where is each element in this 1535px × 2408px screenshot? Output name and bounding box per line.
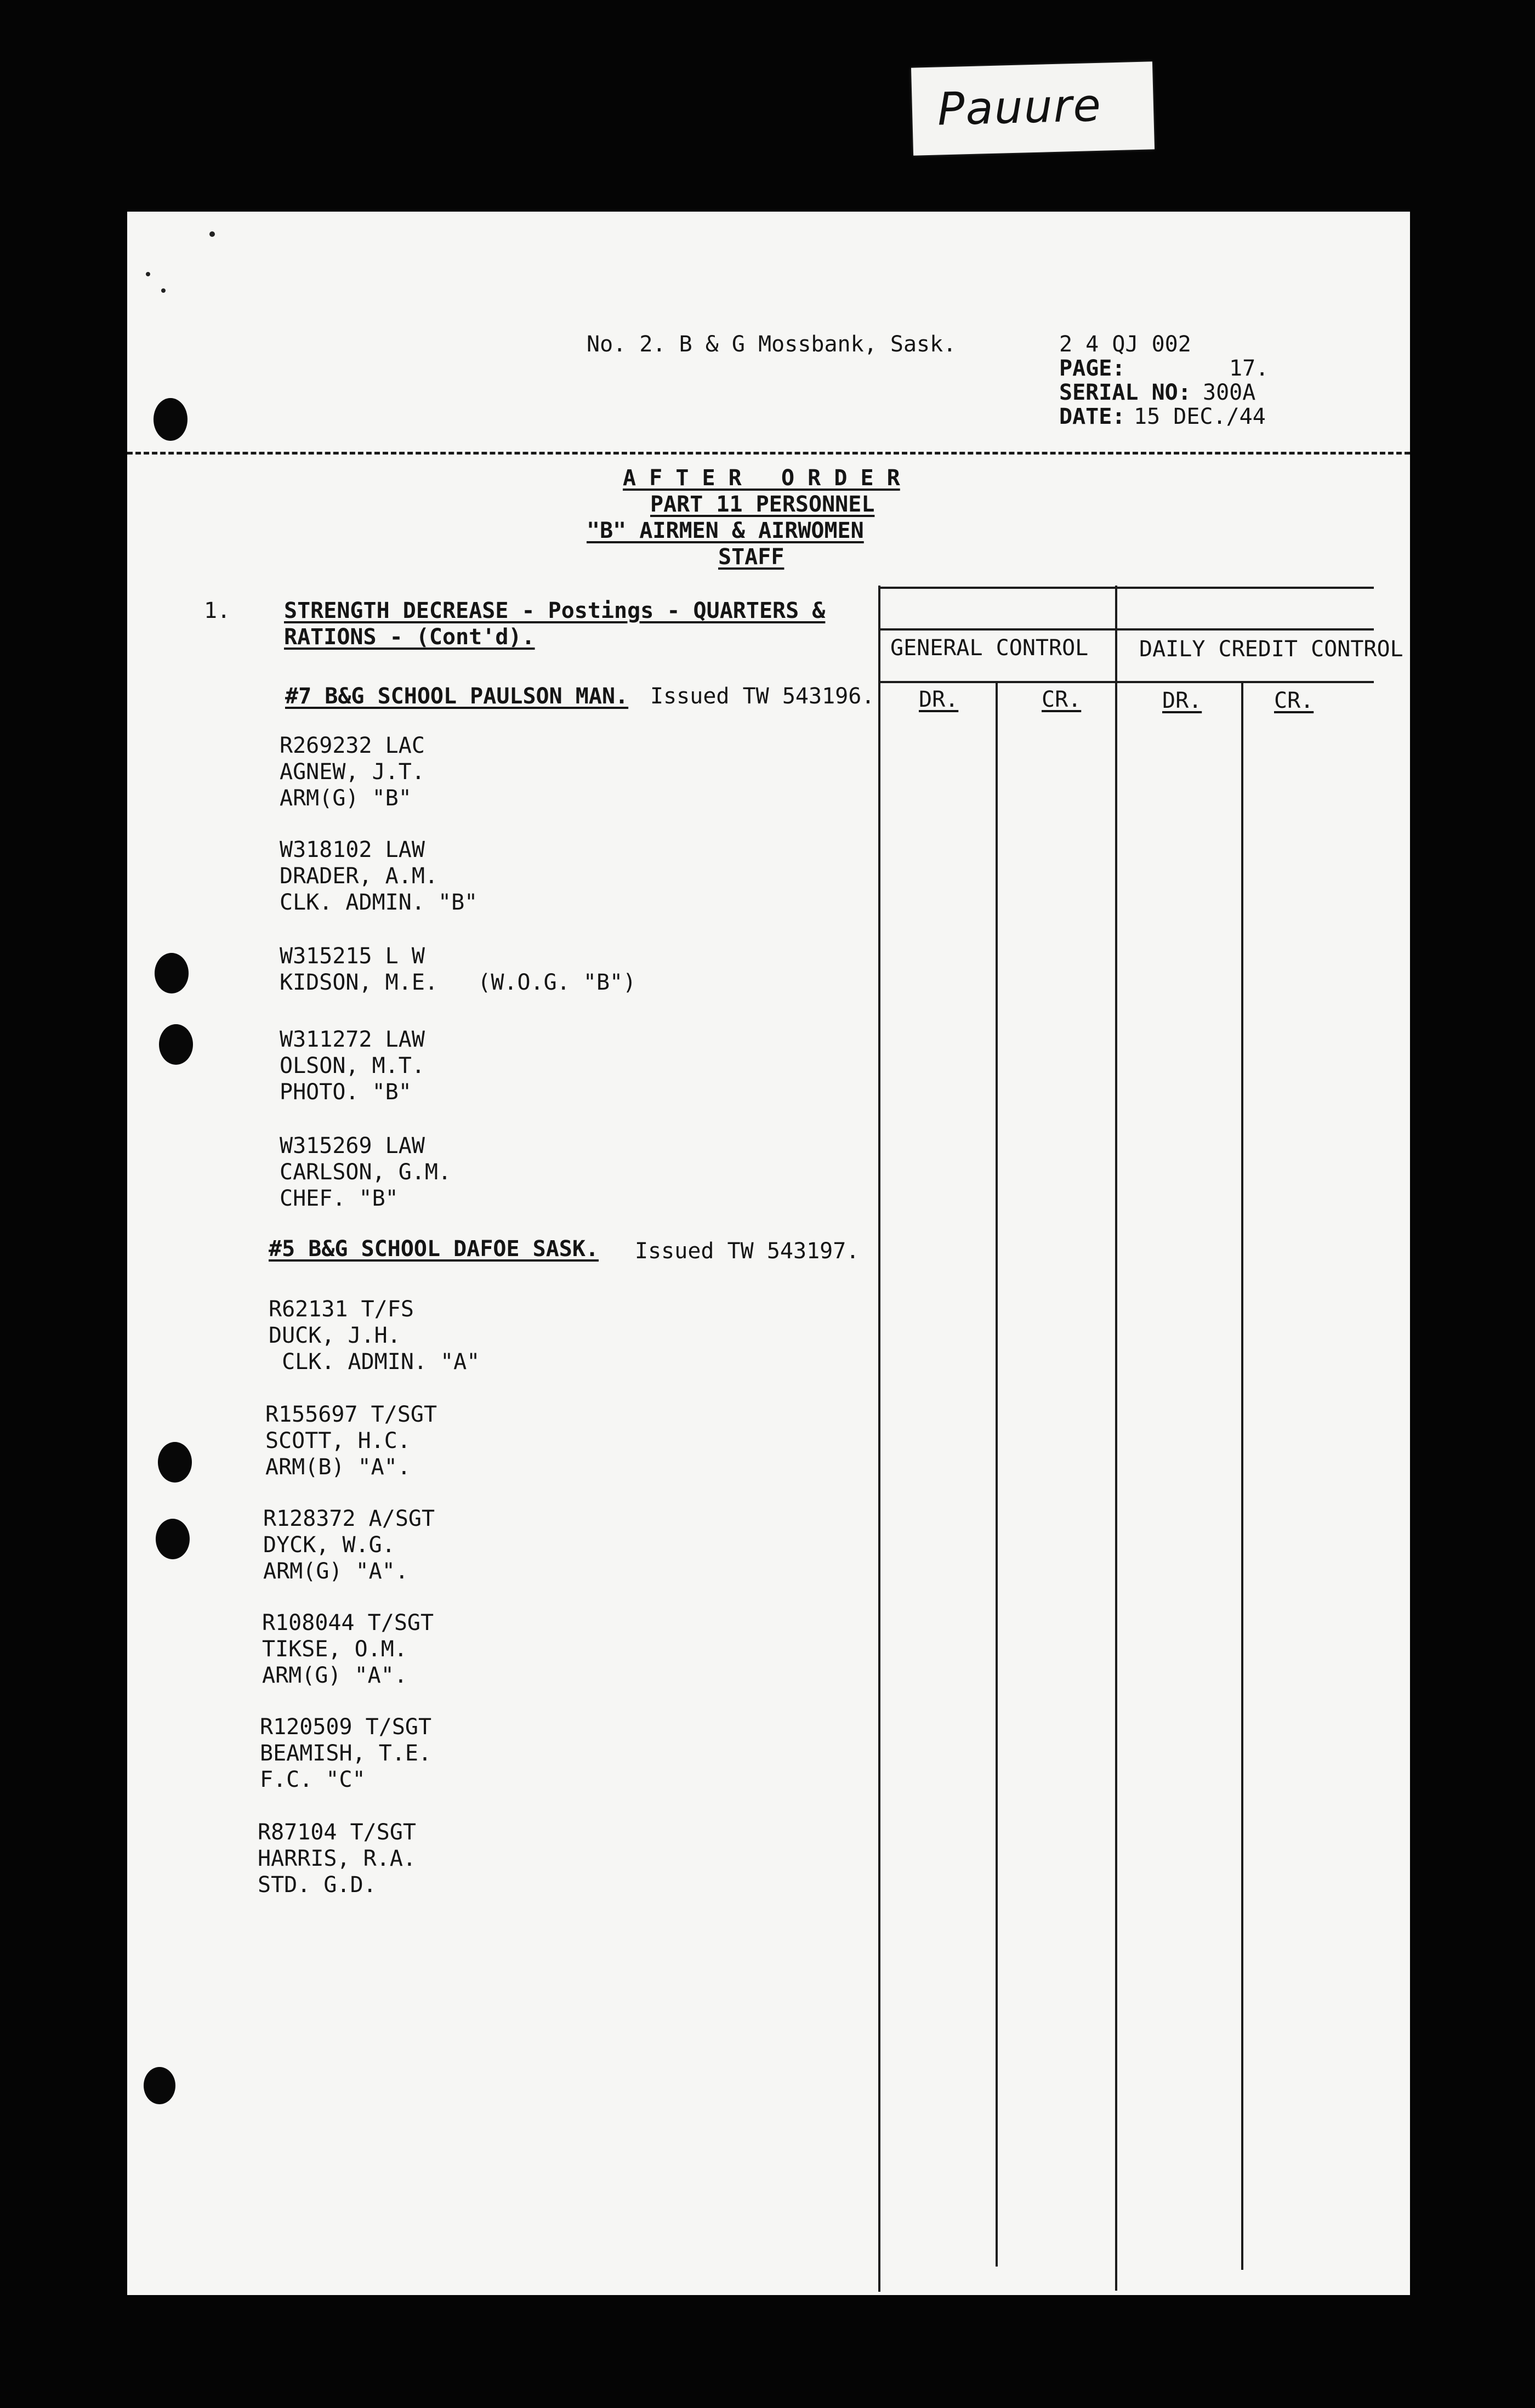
date-label: DATE: — [1059, 404, 1125, 429]
personnel-name: BEAMISH, T.E. — [260, 1741, 432, 1766]
personnel-name: AGNEW, J.T. — [280, 759, 425, 785]
daily-credit-control-heading: DAILY CREDIT CONTROL — [1139, 637, 1403, 662]
personnel-entry — [269, 1296, 480, 1375]
personnel-name: TIKSE, O.M. — [262, 1637, 407, 1662]
personnel-entry — [260, 1714, 431, 1793]
daily-dr-heading: DR. — [1162, 688, 1202, 713]
personnel-name: DUCK, J.H. — [269, 1323, 401, 1348]
serial-number: 300A — [1203, 380, 1256, 405]
ledger-col-rule — [1241, 682, 1243, 2270]
ledger-mid-rule — [879, 628, 1374, 631]
section-number: 1. — [204, 598, 231, 623]
general-cr-heading: CR. — [1042, 687, 1082, 712]
personnel-trade: CLK. ADMIN. "B" — [280, 890, 478, 915]
posting-destination: #5 B&G SCHOOL DAFOE SASK. — [269, 1236, 599, 1262]
service-number-rank: R128372 A/SGT — [263, 1506, 435, 1531]
personnel-name: OLSON, M.T. — [280, 1053, 425, 1078]
unit-address: No. 2. B & G Mossbank, Sask. — [587, 332, 957, 357]
punch-hole — [154, 398, 187, 441]
service-number-rank: W318102 LAW — [280, 837, 425, 862]
general-control-heading: GENERAL CONTROL — [890, 635, 1089, 661]
general-dr-heading: DR. — [919, 687, 959, 712]
personnel-trade: CLK. ADMIN. "A" — [269, 1349, 480, 1375]
service-number-rank: R155697 T/SGT — [265, 1402, 437, 1427]
personnel-entry — [263, 1506, 435, 1584]
order-subcategory: STAFF — [718, 544, 784, 570]
handwritten-label-card — [911, 61, 1155, 155]
personnel-trade: ARM(G) "A". — [262, 1663, 407, 1688]
service-number-rank: R62131 T/FS — [269, 1297, 414, 1322]
personnel-entry — [280, 732, 425, 811]
ledger-group-rule — [1115, 586, 1117, 2291]
punch-hole — [155, 953, 189, 993]
personnel-entry — [280, 1026, 425, 1105]
document-page — [127, 212, 1410, 2295]
personnel-name: DYCK, W.G. — [263, 1532, 395, 1558]
file-reference: 2 4 QJ 002 — [1059, 332, 1191, 357]
punch-hole — [158, 1442, 192, 1483]
personnel-trade: PHOTO. "B" — [280, 1080, 412, 1105]
speck — [146, 272, 150, 276]
section-heading-cont: RATIONS - (Cont'd). — [284, 624, 535, 650]
personnel-trade: ARM(G) "B" — [280, 786, 412, 811]
service-number-rank: W311272 LAW — [280, 1027, 425, 1052]
personnel-entry — [262, 1610, 434, 1689]
personnel-entry — [258, 1819, 416, 1898]
service-number-rank: R120509 T/SGT — [260, 1714, 432, 1740]
punch-hole — [144, 2067, 175, 2104]
service-number-rank: W315215 L W — [280, 944, 425, 969]
personnel-entry — [280, 943, 636, 996]
personnel-name: SCOTT, H.C. — [265, 1428, 411, 1453]
punch-hole — [159, 1024, 193, 1065]
page-number: 17. — [1229, 356, 1269, 381]
personnel-name: CARLSON, G.M. — [280, 1160, 452, 1185]
dashed-divider — [127, 452, 1410, 455]
personnel-name: HARRIS, R.A. — [258, 1846, 416, 1871]
service-number-rank: R108044 T/SGT — [262, 1610, 434, 1635]
order-category: "B" AIRMEN & AIRWOMEN — [587, 518, 864, 543]
date-value: 15 DEC./44 — [1134, 404, 1266, 429]
personnel-trade: ARM(G) "A". — [263, 1559, 408, 1584]
personnel-trade: CHEF. "B" — [280, 1186, 399, 1211]
daily-cr-heading: CR. — [1274, 688, 1314, 713]
posting-issue-ref: Issued TW 543197. — [635, 1239, 860, 1264]
speck — [209, 231, 215, 237]
section-heading: STRENGTH DECREASE - Postings - QUARTERS & — [284, 598, 826, 623]
page-label: PAGE: — [1059, 356, 1125, 381]
service-number-rank: R269232 LAC — [280, 733, 425, 758]
order-part: PART 11 PERSONNEL — [650, 492, 875, 517]
personnel-entry — [280, 1133, 451, 1212]
speck — [161, 288, 166, 293]
personnel-trade: ARM(B) "A". — [265, 1455, 411, 1480]
ledger-left-rule — [878, 586, 880, 2292]
handwritten-label: Pauure — [936, 79, 1102, 136]
personnel-entry — [280, 837, 477, 916]
personnel-trade: F.C. "C" — [260, 1767, 366, 1792]
ledger-col-rule — [996, 682, 998, 2267]
order-title: A F T E R O R D E R — [623, 465, 900, 491]
personnel-name: DRADER, A.M. — [280, 864, 438, 889]
punch-hole — [156, 1519, 190, 1559]
posting-issue-ref: Issued TW 543196. — [650, 684, 875, 709]
personnel-name: KIDSON, M.E. (W.O.G. "B") — [280, 970, 636, 995]
ledger-top-rule — [879, 587, 1374, 589]
personnel-trade: STD. G.D. — [258, 1872, 377, 1898]
serial-label: SERIAL NO: — [1059, 380, 1191, 405]
ledger-header-rule — [879, 681, 1374, 683]
personnel-entry — [265, 1401, 437, 1480]
posting-destination: #7 B&G SCHOOL PAULSON MAN. — [285, 684, 629, 709]
service-number-rank: R87104 T/SGT — [258, 1820, 416, 1845]
service-number-rank: W315269 LAW — [280, 1133, 425, 1158]
